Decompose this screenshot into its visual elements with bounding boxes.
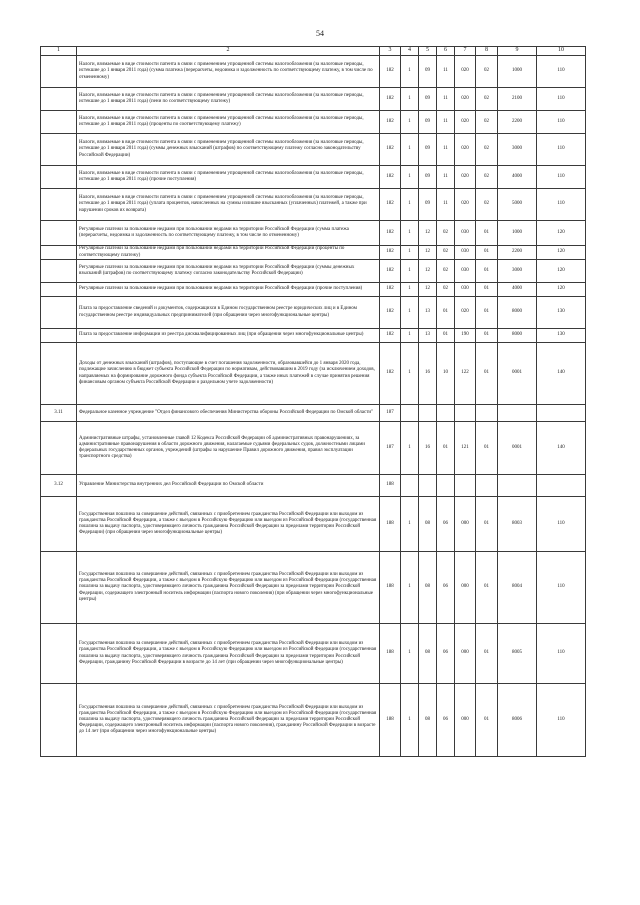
code-cell-c10: 110 xyxy=(537,497,586,552)
code-cell-c8: 02 xyxy=(476,134,498,166)
code-cell-c8: 01 xyxy=(476,221,498,246)
code-cell-c8: 01 xyxy=(476,297,498,329)
row-number-cell xyxy=(41,343,77,405)
code-cell-c8: 01 xyxy=(476,552,498,624)
row-number-cell xyxy=(41,283,77,297)
code-cell-c5: 09 xyxy=(419,134,437,166)
code-cell-c6: 02 xyxy=(437,221,455,246)
row-number-cell xyxy=(41,134,77,166)
code-cell-c5: 12 xyxy=(419,221,437,246)
code-cell-c10: 110 xyxy=(537,624,586,684)
header-cell: 1 xyxy=(41,47,77,56)
code-cell-c5: 08 xyxy=(419,624,437,684)
code-cell-c9: 8000 xyxy=(498,297,537,329)
description-cell: Налоги, взимаемые в виде стоимости патента в связи с применением упрощенной системы налогообложения (за налоговые периоды, истекшие до 1 января 2011 года) (суммы денежных взысканий (штрафов) по соответствующему платежу согласно законодательству Российской Федерации) xyxy=(77,134,380,166)
code-cell-c3: 187 xyxy=(380,405,401,422)
code-cell-c7 xyxy=(455,405,476,422)
code-cell-c4 xyxy=(401,475,419,497)
code-cell-c10 xyxy=(537,405,586,422)
code-cell-c4: 1 xyxy=(401,189,419,221)
code-cell-c9: 3000 xyxy=(498,134,537,166)
code-cell-c6: 01 xyxy=(437,329,455,343)
code-cell-c6: 06 xyxy=(437,552,455,624)
row-number-cell xyxy=(41,166,77,189)
code-cell-c7: 121 xyxy=(455,422,476,475)
code-cell-c10: 130 xyxy=(537,297,586,329)
code-cell-c3: 182 xyxy=(380,134,401,166)
code-cell-c4: 1 xyxy=(401,111,419,134)
table-row xyxy=(41,134,586,166)
code-cell-c10: 110 xyxy=(537,56,586,88)
code-cell-c4: 1 xyxy=(401,343,419,405)
code-cell-c6: 06 xyxy=(437,624,455,684)
code-cell-c7: 030 xyxy=(455,283,476,297)
code-cell-c10: 130 xyxy=(537,329,586,343)
code-cell-c6 xyxy=(437,405,455,422)
code-cell-c9: 4000 xyxy=(498,166,537,189)
code-cell-c3: 182 xyxy=(380,221,401,246)
row-number-cell xyxy=(41,189,77,221)
code-cell-c6: 10 xyxy=(437,343,455,405)
code-cell-c7: 000 xyxy=(455,552,476,624)
code-cell-c4: 1 xyxy=(401,283,419,297)
code-cell-c5 xyxy=(419,475,437,497)
table-row xyxy=(41,329,586,343)
code-cell-c4 xyxy=(401,405,419,422)
code-cell-c7: 190 xyxy=(455,329,476,343)
code-cell-c7: 122 xyxy=(455,343,476,405)
code-cell-c10: 120 xyxy=(537,283,586,297)
code-cell-c9: 2200 xyxy=(498,246,537,260)
code-cell-c7: 020 xyxy=(455,297,476,329)
code-cell-c6: 01 xyxy=(437,297,455,329)
description-cell: Регулярные платежи за пользование недрами при пользовании недрами на территории Российской Федерации (сумма платежа (перерасчеты, недоимка и задолженность по соответствующему платежу, в том числе по отмененному) xyxy=(77,221,380,246)
code-cell-c4: 1 xyxy=(401,260,419,283)
table-row xyxy=(41,497,586,552)
code-cell-c5: 12 xyxy=(419,260,437,283)
header-cell: 6 xyxy=(437,47,455,56)
row-number-cell xyxy=(41,221,77,246)
description-cell: Федеральное казенное учреждение "Отдел финансового обеспечения Министерства обороны Российской Федерации по Омской области" xyxy=(77,405,380,422)
code-cell-c4: 1 xyxy=(401,552,419,624)
code-cell-c10 xyxy=(537,475,586,497)
row-number-cell xyxy=(41,329,77,343)
code-cell-c10: 110 xyxy=(537,88,586,111)
row-number-cell xyxy=(41,246,77,260)
code-cell-c7: 020 xyxy=(455,111,476,134)
code-cell-c6: 11 xyxy=(437,111,455,134)
code-cell-c4: 1 xyxy=(401,56,419,88)
row-number-cell xyxy=(41,88,77,111)
code-cell-c7: 000 xyxy=(455,684,476,757)
code-cell-c4: 1 xyxy=(401,246,419,260)
description-cell: Налоги, взимаемые в виде стоимости патента в связи с применением упрощенной системы налогообложения (за налоговые периоды, истекшие до 1 января 2011 года) (сумма платежа (перерасчеты, недоимка и задолженность по соответствующему платежу, в том числе по отмененному) xyxy=(77,56,380,88)
code-cell-c4: 1 xyxy=(401,221,419,246)
code-cell-c7: 020 xyxy=(455,134,476,166)
code-cell-c10: 110 xyxy=(537,166,586,189)
code-cell-c4: 1 xyxy=(401,497,419,552)
row-number-cell xyxy=(41,497,77,552)
code-cell-c7 xyxy=(455,475,476,497)
code-cell-c3: 188 xyxy=(380,497,401,552)
code-cell-c5: 09 xyxy=(419,88,437,111)
code-cell-c5: 12 xyxy=(419,246,437,260)
description-cell: Управление Министерства внутренних дел Российской Федерации по Омской области xyxy=(77,475,380,497)
code-cell-c3: 188 xyxy=(380,624,401,684)
description-cell: Государственная пошлина за совершение действий, связанных с приобретением гражданства Российской Федерации или выходом из гражданства Российской Федерации, а также с въездом в Российскую Федерацию или выездом из Российской Федерации (государственная пошлина за выдачу паспорта, удостоверяющего личность гражданина Российской Федерации за пределами территории Российской Федерации, содержащего электронный носитель информации (паспорта нового поколения), гражданину Российской Федерации в возрасте до 14 лет (при обращении через многофункциональные центры) xyxy=(77,684,380,757)
code-cell-c6: 06 xyxy=(437,684,455,757)
table-row xyxy=(41,221,586,246)
description-cell: Плата за предоставление сведений и документов, содержащихся в Едином государственном реестре юридических лиц и в Едином государственном реестре индивидуальных предпринимателей (при обращении через многофункциональные центры) xyxy=(77,297,380,329)
code-cell-c9: 1000 xyxy=(498,221,537,246)
code-cell-c3: 182 xyxy=(380,246,401,260)
code-cell-c5: 09 xyxy=(419,111,437,134)
code-cell-c7: 020 xyxy=(455,166,476,189)
row-number-cell: 3.11 xyxy=(41,405,77,422)
code-cell-c9 xyxy=(498,405,537,422)
row-number-cell xyxy=(41,552,77,624)
code-cell-c5: 09 xyxy=(419,189,437,221)
code-cell-c5: 08 xyxy=(419,552,437,624)
description-cell: Регулярные платежи за пользование недрами при пользовании недрами на территории Российской Федерации (суммы денежных взысканий (штрафов) по соответствующему платежу согласно законодательству Российской Федерации) xyxy=(77,260,380,283)
description-cell: Государственная пошлина за совершение действий, связанных с приобретением гражданства Российской Федерации или выходом из гражданства Российской Федерации, а также с въездом в Российскую Федерацию или выездом из Российской Федерации (государственная пошлина за выдачу паспорта, удостоверяющего личность гражданина Российской Федерации за пределами территории Российской Федерации, содержащего электронный носитель информации (паспорта нового поколения) (при обращении через многофункциональные центры) xyxy=(77,552,380,624)
code-cell-c3: 182 xyxy=(380,166,401,189)
code-cell-c6: 01 xyxy=(437,422,455,475)
row-number-cell xyxy=(41,260,77,283)
code-cell-c3: 187 xyxy=(380,422,401,475)
row-number-cell xyxy=(41,56,77,88)
code-cell-c4: 1 xyxy=(401,134,419,166)
code-cell-c10: 120 xyxy=(537,221,586,246)
header-cell: 4 xyxy=(401,47,419,56)
table-row xyxy=(41,475,586,497)
code-cell-c3: 188 xyxy=(380,475,401,497)
code-cell-c5: 09 xyxy=(419,166,437,189)
code-cell-c6 xyxy=(437,475,455,497)
code-cell-c9: 8005 xyxy=(498,624,537,684)
header-cell: 3 xyxy=(380,47,401,56)
row-number-cell xyxy=(41,297,77,329)
table-row xyxy=(41,297,586,329)
code-cell-c3: 182 xyxy=(380,260,401,283)
code-cell-c3: 182 xyxy=(380,111,401,134)
code-cell-c9: 0001 xyxy=(498,422,537,475)
header-cell: 10 xyxy=(537,47,586,56)
header-cell: 9 xyxy=(498,47,537,56)
code-cell-c7: 020 xyxy=(455,189,476,221)
code-cell-c6: 11 xyxy=(437,189,455,221)
code-cell-c8: 01 xyxy=(476,329,498,343)
code-cell-c8: 01 xyxy=(476,497,498,552)
code-cell-c4: 1 xyxy=(401,329,419,343)
code-cell-c9: 5000 xyxy=(498,189,537,221)
row-number-cell xyxy=(41,624,77,684)
header-cell: 7 xyxy=(455,47,476,56)
code-cell-c7: 020 xyxy=(455,88,476,111)
row-number-cell: 3.12 xyxy=(41,475,77,497)
code-cell-c10: 120 xyxy=(537,260,586,283)
table-row xyxy=(41,405,586,422)
code-cell-c7: 030 xyxy=(455,260,476,283)
code-cell-c9: 1000 xyxy=(498,56,537,88)
code-cell-c5: 08 xyxy=(419,497,437,552)
code-cell-c6: 02 xyxy=(437,283,455,297)
code-cell-c8: 01 xyxy=(476,260,498,283)
code-cell-c7: 000 xyxy=(455,624,476,684)
description-cell: Государственная пошлина за совершение действий, связанных с приобретением гражданства Российской Федерации или выходом из гражданства Российской Федерации, а также с въездом в Российскую Федерацию или выездом из Российской Федерации (государственная пошлина за выдачу паспорта, удостоверяющего личность гражданина Российской Федерации за пределами территории Российской Федерации, гражданину Российской Федерации в возрасте до 14 лет (при обращении через многофункциональные центры) xyxy=(77,624,380,684)
code-cell-c5: 08 xyxy=(419,684,437,757)
code-cell-c8: 01 xyxy=(476,343,498,405)
table-row xyxy=(41,260,586,283)
code-cell-c10: 110 xyxy=(537,134,586,166)
header-row xyxy=(41,47,586,56)
table-row xyxy=(41,422,586,475)
code-cell-c10: 120 xyxy=(537,246,586,260)
code-cell-c3: 182 xyxy=(380,343,401,405)
row-number-cell xyxy=(41,684,77,757)
code-cell-c5: 13 xyxy=(419,329,437,343)
code-cell-c4: 1 xyxy=(401,684,419,757)
table-row xyxy=(41,166,586,189)
table-row xyxy=(41,88,586,111)
code-cell-c4: 1 xyxy=(401,166,419,189)
code-cell-c3: 182 xyxy=(380,88,401,111)
code-cell-c9: 2100 xyxy=(498,88,537,111)
code-cell-c3: 182 xyxy=(380,283,401,297)
table-row xyxy=(41,552,586,624)
code-cell-c6: 06 xyxy=(437,497,455,552)
header-cell: 5 xyxy=(419,47,437,56)
header-cell: 2 xyxy=(77,47,380,56)
code-cell-c9: 8003 xyxy=(498,497,537,552)
code-cell-c5: 13 xyxy=(419,297,437,329)
code-cell-c8: 02 xyxy=(476,56,498,88)
table-row xyxy=(41,343,586,405)
code-cell-c9: 8000 xyxy=(498,329,537,343)
description-cell: Налоги, взимаемые в виде стоимости патента в связи с применением упрощенной системы налогообложения (за налоговые периоды, истекшие до 1 января 2011 года) (прочие поступления) xyxy=(77,166,380,189)
description-cell: Налоги, взимаемые в виде стоимости патента в связи с применением упрощенной системы налогообложения (за налоговые периоды, истекшие до 1 января 2011 года) (пени по соответствующему платежу) xyxy=(77,88,380,111)
code-cell-c10: 110 xyxy=(537,189,586,221)
code-cell-c3: 188 xyxy=(380,684,401,757)
table-row xyxy=(41,56,586,88)
code-cell-c8 xyxy=(476,475,498,497)
code-cell-c10: 140 xyxy=(537,343,586,405)
table-row xyxy=(41,246,586,260)
code-cell-c9: 8004 xyxy=(498,552,537,624)
description-cell: Плата за предоставление информации из реестра дисквалифицированных лиц (при обращении через многофункциональные центры) xyxy=(77,329,380,343)
code-cell-c8: 02 xyxy=(476,88,498,111)
code-cell-c10: 110 xyxy=(537,111,586,134)
description-cell: Доходы от денежных взысканий (штрафов), поступающие в счет погашения задолженности, образовавшейся до 1 января 2020 года, подлежащие зачислению в бюджет субъекта Российской Федерации по нормативам, действовавшим в 2019 году (за исключением доходов, направляемых на формирование дорожного фонда субъекта Российской Федерации, а также иных платежей в случае принятия решения финансовым органом субъекта Российской Федерации о раздельном учете задолженности) xyxy=(77,343,380,405)
code-cell-c4: 1 xyxy=(401,88,419,111)
code-cell-c9: 3000 xyxy=(498,260,537,283)
table-row xyxy=(41,624,586,684)
code-cell-c5: 16 xyxy=(419,422,437,475)
code-cell-c6: 11 xyxy=(437,134,455,166)
code-cell-c8: 01 xyxy=(476,684,498,757)
code-cell-c9: 4000 xyxy=(498,283,537,297)
code-cell-c9: 8006 xyxy=(498,684,537,757)
table-row xyxy=(41,684,586,757)
code-cell-c7: 030 xyxy=(455,221,476,246)
description-cell: Регулярные платежи за пользование недрами при пользовании недрами на территории Российской Федерации (проценты по соответствующему платежу) xyxy=(77,246,380,260)
code-cell-c8: 01 xyxy=(476,624,498,684)
table-row xyxy=(41,111,586,134)
row-number-cell xyxy=(41,111,77,134)
code-cell-c8: 01 xyxy=(476,246,498,260)
row-number-cell xyxy=(41,422,77,475)
code-cell-c5 xyxy=(419,405,437,422)
page-number: 54 xyxy=(316,29,324,38)
code-cell-c7: 000 xyxy=(455,497,476,552)
code-cell-c6: 11 xyxy=(437,166,455,189)
code-cell-c3: 182 xyxy=(380,189,401,221)
code-cell-c5: 16 xyxy=(419,343,437,405)
description-cell: Налоги, взимаемые в виде стоимости патента в связи с применением упрощенной системы налогообложения (за налоговые периоды, истекшие до 1 января 2011 года) (уплата процентов, начисленных на суммы излишне взысканных (уплаченных) платежей, а также при нарушении сроков их возврата) xyxy=(77,189,380,221)
code-cell-c7: 030 xyxy=(455,246,476,260)
table-row xyxy=(41,283,586,297)
description-cell: Налоги, взимаемые в виде стоимости патента в связи с применением упрощенной системы налогообложения (за налоговые периоды, истекшие до 1 января 2011 года) (проценты по соответствующему платежу) xyxy=(77,111,380,134)
code-cell-c5: 12 xyxy=(419,283,437,297)
code-cell-c4: 1 xyxy=(401,624,419,684)
code-cell-c8: 01 xyxy=(476,422,498,475)
code-cell-c8: 01 xyxy=(476,283,498,297)
code-cell-c8: 02 xyxy=(476,111,498,134)
code-cell-c6: 11 xyxy=(437,88,455,111)
code-cell-c6: 02 xyxy=(437,246,455,260)
description-cell: Регулярные платежи за пользование недрами при пользовании недрами на территории Российской Федерации (прочие поступления) xyxy=(77,283,380,297)
code-cell-c9 xyxy=(498,475,537,497)
budget-code-table xyxy=(40,46,586,757)
header-cell: 8 xyxy=(476,47,498,56)
code-cell-c3: 182 xyxy=(380,56,401,88)
table-row xyxy=(41,189,586,221)
code-cell-c4: 1 xyxy=(401,297,419,329)
code-cell-c4: 1 xyxy=(401,422,419,475)
code-cell-c10: 140 xyxy=(537,422,586,475)
code-cell-c8: 02 xyxy=(476,189,498,221)
code-cell-c3: 188 xyxy=(380,552,401,624)
code-cell-c10: 110 xyxy=(537,684,586,757)
description-cell: Административные штрафы, установленные главой 12 Кодекса Российской Федерации об административных правонарушениях, за административные правонарушения в области дорожного движения, налагаемые судьями федеральных судов, должностными лицами федеральных государственных органов, учреждений (штрафы за нарушение Правил дорожного движения, правил эксплуатации транспортного средства) xyxy=(77,422,380,475)
code-cell-c6: 02 xyxy=(437,260,455,283)
code-cell-c6: 11 xyxy=(437,56,455,88)
code-cell-c5: 09 xyxy=(419,56,437,88)
code-cell-c3: 182 xyxy=(380,297,401,329)
code-cell-c9: 0001 xyxy=(498,343,537,405)
description-cell: Государственная пошлина за совершение действий, связанных с приобретением гражданства Российской Федерации или выходом из гражданства Российской Федерации, а также с въездом в Российскую Федерацию или выездом из Российской Федерации (государственная пошлина за выдачу паспорта, удостоверяющего личность гражданина Российской Федерации за пределами территории Российской Федерации) (при обращении через многофункциональные центры) xyxy=(77,497,380,552)
code-cell-c8: 02 xyxy=(476,166,498,189)
code-cell-c9: 2200 xyxy=(498,111,537,134)
code-cell-c7: 020 xyxy=(455,56,476,88)
code-cell-c10: 110 xyxy=(537,552,586,624)
code-cell-c8 xyxy=(476,405,498,422)
code-cell-c3: 182 xyxy=(380,329,401,343)
